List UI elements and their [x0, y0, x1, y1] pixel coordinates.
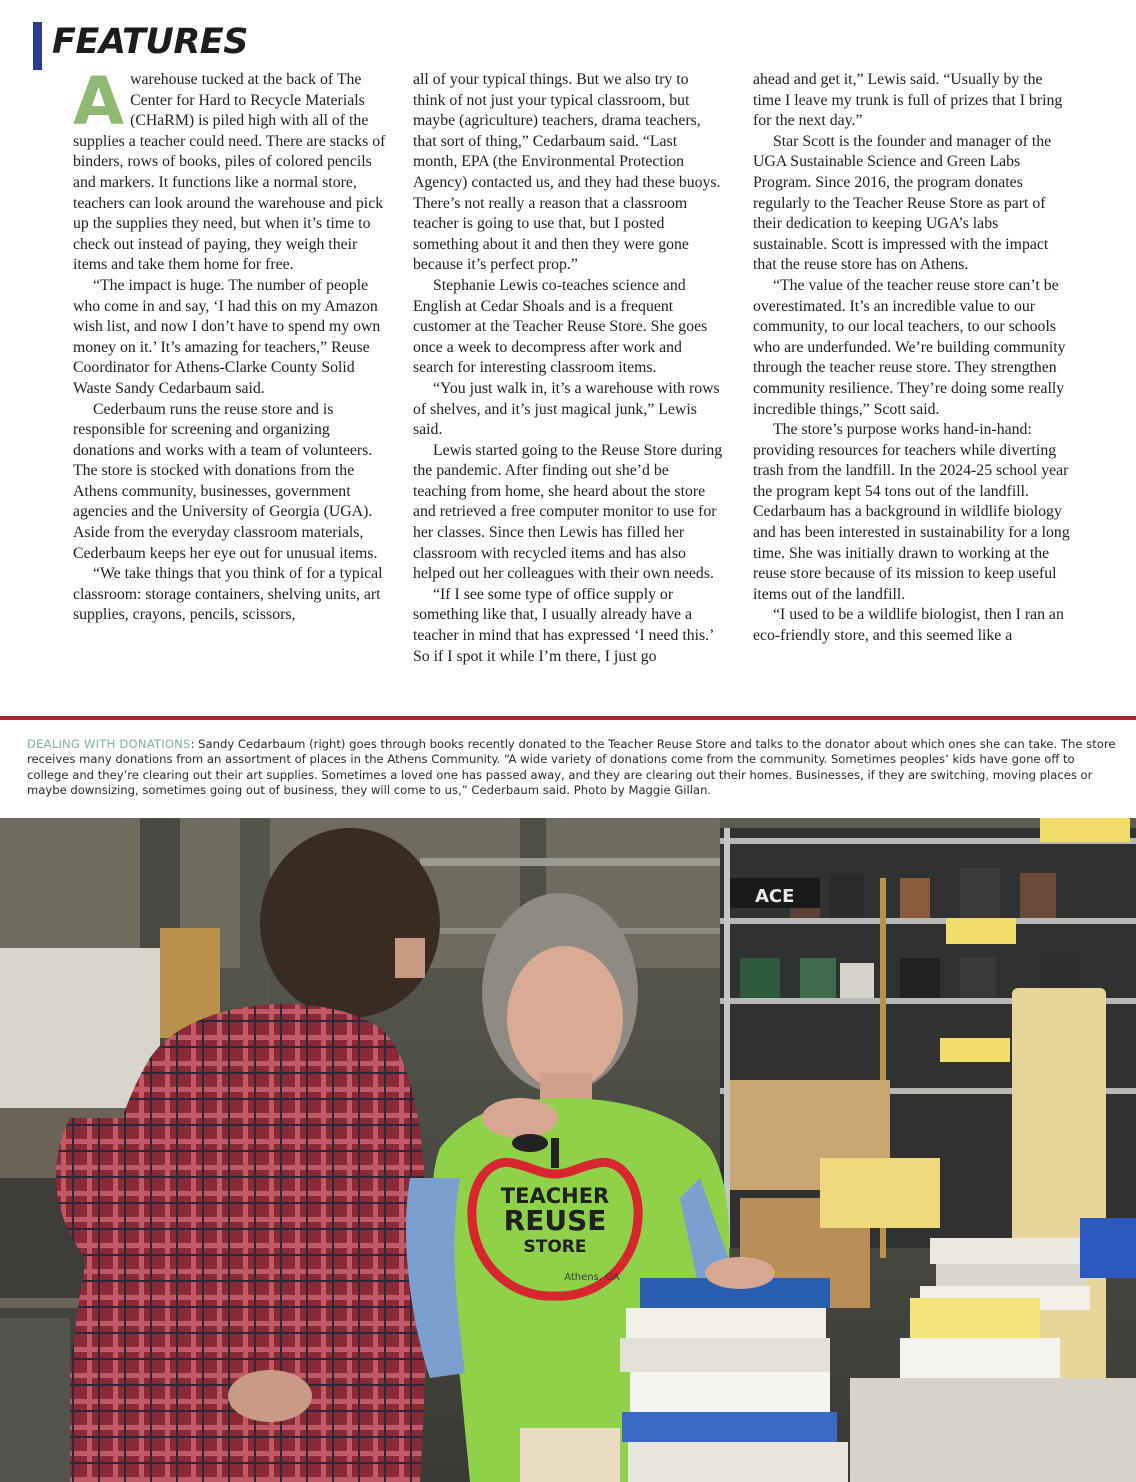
- drop-cap: A: [73, 63, 125, 140]
- article-paragraph: “The impact is huge. The number of people who come in and say, ‘I had this on my Amazon wish list, and now I don’t have to spend my own money on it.’ It’s amazing for teachers,” Reuse Coordinator for Athens-Clarke County Solid Waste Sandy Cedarbaum said.: [73, 276, 381, 397]
- photo-caption: [27, 737, 1117, 799]
- article-paragraph: Lewis started going to the Reuse Store during the pandemic. After finding out she’d be teaching from home, she heard about the store and retrieved a free computer monitor to use for her classes. Since then Lewis has filled her classroom with recycled items and has also helped out her colleagues with their own needs.: [413, 441, 723, 583]
- article-column-1: [73, 63, 393, 626]
- article-paragraph: “I used to be a wildlife biologist, then I ran an eco-friendly store, and this seemed like a: [753, 606, 1064, 645]
- feature-photo: [0, 818, 1136, 1482]
- article-column-3: [753, 70, 1071, 647]
- article-paragraph: Stephanie Lewis co-teaches science and English at Cedar Shoals and is a frequent customer at the Teacher Reuse Store. She goes once a week to decompress after work and search for interesting classroom items.: [413, 276, 708, 377]
- caption-label: DEALING WITH DONATIONS: [27, 737, 191, 751]
- article-paragraph: “If I see some type of office supply or something like that, I usually already have a teacher in mind that has expressed ‘I need this.’ So if I spot it while I’m there, I just go: [413, 585, 714, 665]
- article-paragraph: “We take things that you think of for a typical classroom: storage containers, shelving units, art supplies, crayons, pencils, scissors,: [73, 565, 383, 624]
- article-paragraph: “You just walk in, it’s a warehouse with rows of shelves, and it’s just magical junk,” Lewis said.: [413, 379, 720, 439]
- section-title: FEATURES: [52, 22, 248, 62]
- shirt-logo-city: Athens, GA: [564, 1272, 620, 1283]
- feature-photo-illustration: [0, 818, 1136, 1482]
- section-accent-bar: [33, 22, 42, 70]
- shirt-logo-line2: REUSE: [503, 1204, 607, 1237]
- caption-divider: [0, 716, 1136, 720]
- article-paragraph: Star Scott is the founder and manager of the UGA Sustainable Science and Green Labs Program. Since 2016, the program donates regularly to the Teacher Reuse Store as part of their dedication to keeping UGA’s labs sustainable. Scott is impressed with the impact that the reuse store has on Athens.: [753, 132, 1052, 274]
- article-paragraph: “The value of the teacher reuse store can’t be overestimated. It’s an incredible value to our community, to our local teachers, to our schools who are underfunded. We’re building community through the teacher reuse store. They strengthen community resilience. They’re doing some really incredible things,” Scott said.: [753, 276, 1066, 418]
- shirt-logo-line3: STORE: [523, 1237, 587, 1257]
- article-column-2: [413, 70, 723, 667]
- article-paragraph: all of your typical things. But we also try to think of not just your typical classroom, but maybe (agriculture) teachers, drama teachers, that sort of thing,” Cedarbaum said. “Last month, EPA (the Environmental Protection Agency) contacted us, and they had these buoys. There’s not really a reason that a classroom teacher is going to use that, but I posted something about it and then they were gone because it’s perfect prop.”: [413, 71, 721, 274]
- article-paragraph: ahead and get it,” Lewis said. “Usually by the time I leave my trunk is full of prizes that I bring for the next day.”: [753, 71, 1063, 130]
- shelf-sign: ACE: [755, 886, 795, 907]
- article-paragraph: Cederbaum runs the reuse store and is responsible for screening and organizing donations and works with a team of volunteers. The store is stocked with donations from the Athens community, businesses, government agencies and the University of Georgia (UGA). Aside from the everyday classroom materials, Cederbaum keeps her eye out for unusual items.: [73, 400, 378, 562]
- shirt-logo-line1: TEACHER: [500, 1184, 610, 1208]
- article-paragraph: The store’s purpose works hand-in-hand: providing resources for teachers while diverting trash from the landfill. In the 2024-25 school year the program kept 54 tons out of the landfill. Cedarbaum has a background in wildlife biology and has been interested in sustainability for a long time. She was initially drawn to working at the reuse store because of its mission to keep useful items out of the landfill.: [753, 421, 1070, 603]
- article-paragraph: Awarehouse tucked at the back of The Center for Hard to Recycle Materials (CHaRM) is piled high with all of the supplies a teacher could need. There are stacks of binders, rows of books, piles of colored pencils and markers. It functions like a normal store, teachers can look around the warehouse and pick up the supplies they need, but when it’s time to check out instead of paying, they weigh their items and take them home for free.: [73, 63, 386, 274]
- caption-text: : Sandy Cedarbaum (right) goes through books recently donated to the Teacher Reuse Store and talks to the donator about which ones she can take. The store receives many donations from an assortment of places in the Athens Community. “A wide variety of donations come from the community. Sometimes peoples’ kids have gone off to college and they’re clearing out their art supplies. Sometimes a loved one has passed away, and they are clearing out their homes. Businesses, if they are switching, moving places or maybe downsizing, sometimes going out of business, they will come to us,” Cederbaum said. Photo by Maggie Gillan.: [27, 737, 1116, 798]
